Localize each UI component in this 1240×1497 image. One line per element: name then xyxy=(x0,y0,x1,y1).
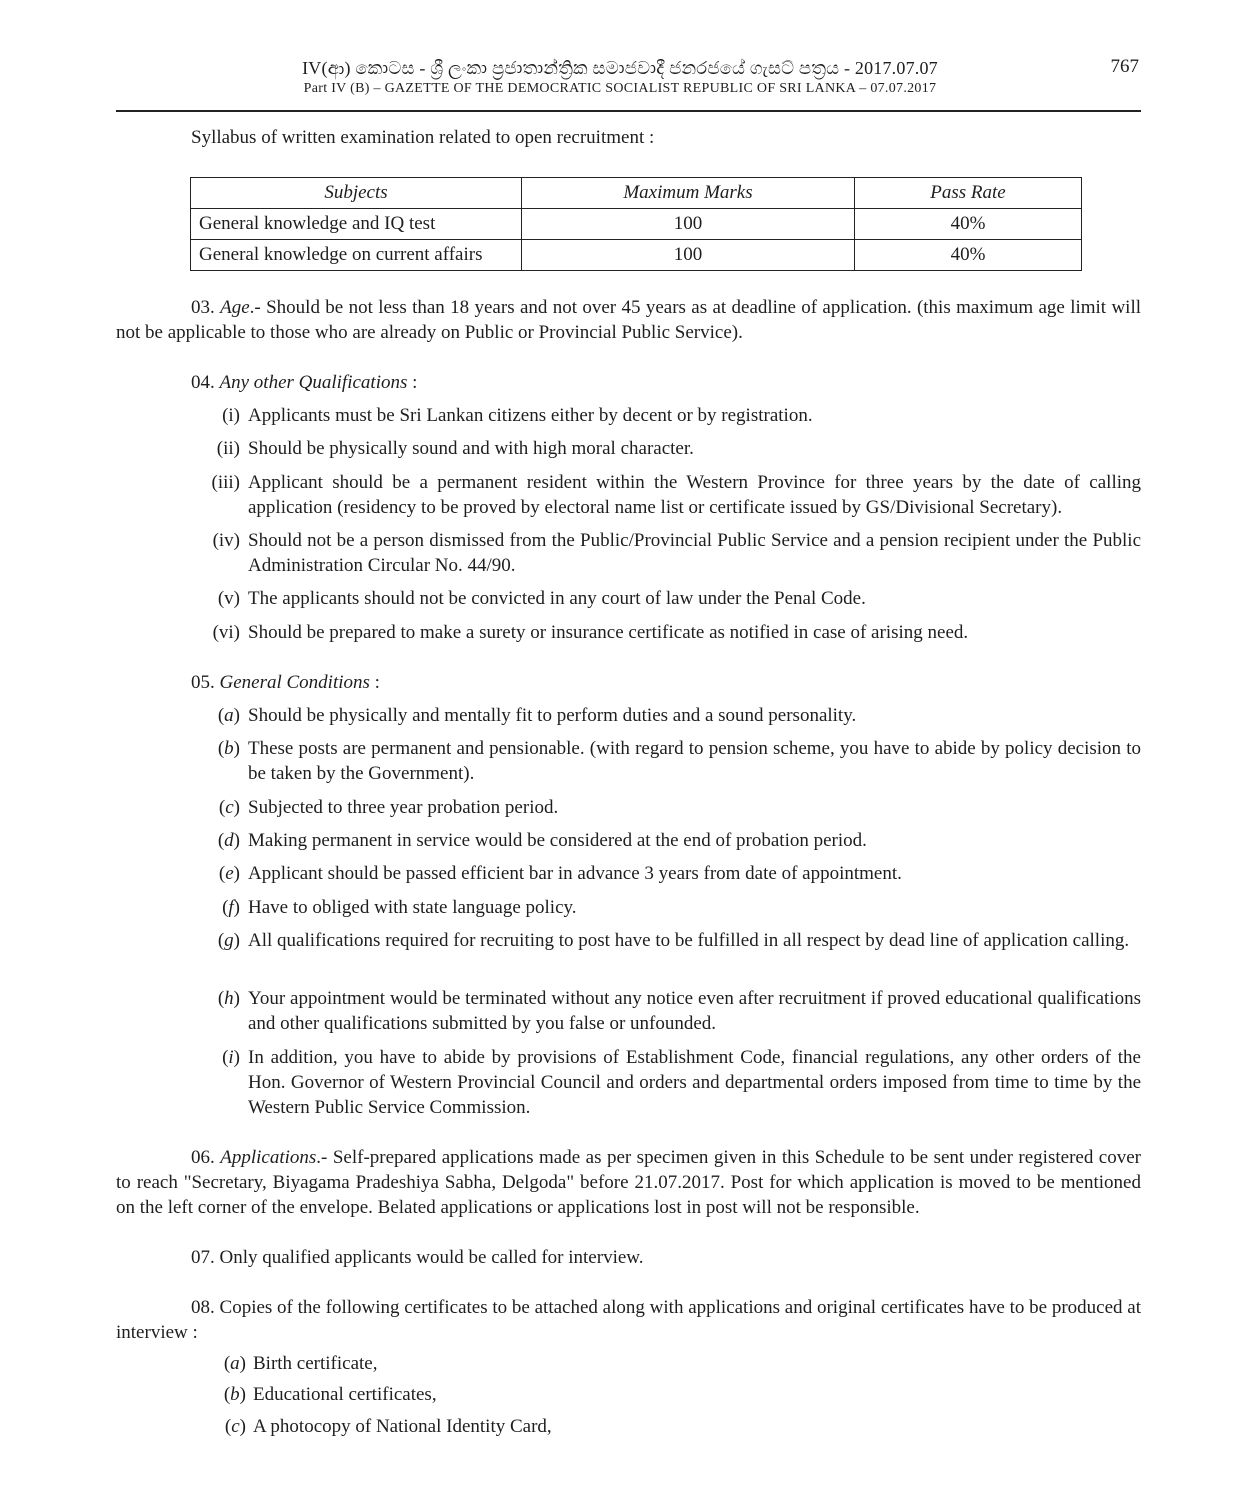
label-letter: i xyxy=(228,1047,234,1068)
list-item: Educational certificates, xyxy=(253,1384,437,1405)
applications-title: Applications xyxy=(220,1147,317,1168)
header-sinhala-line: IV(ආ) කොටස - ශ්‍රී ලංකා ප්‍රජාතාන්ත්‍රික සමාජවාදී ජනරජයේ ගැසට් පත්‍රය - 2017.07.07 xyxy=(302,58,938,78)
age-paragraph xyxy=(116,295,1141,345)
list-item: In addition, you have to abide by provisions of Establishment Code, financial regulations, any other orders of the Hon. Governor of Western Provincial Council and orders and departmental orders imposed from time to time by the Western Public Service Commission. xyxy=(248,1047,1141,1118)
table-row xyxy=(191,240,1082,271)
certificates-paragraph: 08. Copies of the following certificates to be attached along with applications and original certificates have to be produced at interview : xyxy=(116,1297,1141,1343)
label-letter: h xyxy=(224,988,234,1009)
age-separator: .- xyxy=(249,297,261,318)
age-text: Should be not less than 18 years and not over 45 years as at deadline of application. (this maximum age limit will not be applicable to those who are already on Public or Provincial Public Service). xyxy=(116,297,1142,343)
list-item: Subjected to three year probation period. xyxy=(248,797,559,818)
label-letter: b xyxy=(224,738,234,759)
list-item-label: (vi) xyxy=(212,622,240,643)
label-letter: d xyxy=(224,830,234,851)
cell-max-marks: 100 xyxy=(522,209,855,240)
list-item-label: (b) xyxy=(223,1384,246,1405)
list-item: All qualifications required for recruiting to post have to be fulfilled in all respect by dead line of application calling. xyxy=(248,930,1130,951)
list-item: These posts are permanent and pensionable. (with regard to pension scheme, you have to abide by policy decision to be taken by the Government). xyxy=(248,738,1141,784)
table-header-row xyxy=(191,178,1082,209)
applications-text: Self-prepared applications made as per specimen given in this Schedule to be sent under registered cover to reach "Secretary, Biyagama Pradeshiya Sabha, Delgoda" before 21.07.2017. Post for which application is moved to be mentioned on the left corner of the envelope. Belated applications or applications lost in post will not be responsible. xyxy=(116,1147,1141,1218)
applications-separator: .- xyxy=(316,1147,328,1168)
list-item-label: (c) xyxy=(224,1416,246,1437)
page-number: 767 xyxy=(1110,56,1139,77)
list-item: Applicant should be passed efficient bar in advance 3 years from date of appointment. xyxy=(248,863,902,884)
list-item: Applicants must be Sri Lankan citizens either by decent or by registration. xyxy=(248,405,813,426)
list-item-label: (v) xyxy=(217,588,240,609)
qualifications-title: Any other Qualifications xyxy=(219,372,408,393)
list-item-label: (f) xyxy=(222,897,240,918)
cell-subject: General knowledge and IQ test xyxy=(191,209,522,240)
list-item: Applicant should be a permanent resident within the Western Province for three years by the date of calling application (residency to be proved by electoral name list or certificate issued by GS/Divisional Secretary). xyxy=(248,472,1141,518)
list-item: A photocopy of National Identity Card, xyxy=(253,1416,552,1437)
list-item-label: (d) xyxy=(217,830,240,851)
qualifications-heading xyxy=(191,370,417,395)
list-item: The applicants should not be convicted in any court of law under the Penal Code. xyxy=(248,588,866,609)
list-item-label: (ii) xyxy=(216,438,240,459)
age-number: 03. xyxy=(191,297,215,318)
syllabus-table xyxy=(190,177,1082,271)
interview-paragraph: 07. Only qualified applicants would be called for interview. xyxy=(191,1247,644,1268)
label-letter: g xyxy=(224,930,234,951)
label-letter: c xyxy=(231,1416,240,1437)
label-letter: c xyxy=(225,797,234,818)
qualifications-number: 04. xyxy=(191,372,215,393)
list-item: Should be physically sound and with high moral character. xyxy=(248,438,694,459)
list-item-label: (c) xyxy=(218,797,240,818)
list-item-label: (a) xyxy=(223,1353,246,1374)
column-header-subjects: Subjects xyxy=(191,178,522,209)
list-item: Should be prepared to make a surety or insurance certificate as notified in case of arising need. xyxy=(248,622,969,643)
cell-max-marks: 100 xyxy=(522,240,855,271)
table-row xyxy=(191,209,1082,240)
list-item-label: (i) xyxy=(222,405,240,426)
column-header-maximum-marks: Maximum Marks xyxy=(522,178,855,209)
list-item-label: (i) xyxy=(222,1047,240,1068)
cell-subject: General knowledge on current affairs xyxy=(191,240,522,271)
label-letter: a xyxy=(230,1353,240,1374)
cell-pass-rate: 40% xyxy=(855,240,1082,271)
list-item: Making permanent in service would be considered at the end of probation period. xyxy=(248,830,867,851)
age-title: Age xyxy=(220,297,250,318)
syllabus-intro: Syllabus of written examination related to open recruitment : xyxy=(191,127,655,148)
list-item: Birth certificate, xyxy=(253,1353,378,1374)
list-item: Should be physically and mentally fit to perform duties and a sound personality. xyxy=(248,705,857,726)
conditions-suffix: : xyxy=(369,672,380,693)
conditions-number: 05. xyxy=(191,672,215,693)
list-item-label: (e) xyxy=(218,863,240,884)
list-item-label: (iv) xyxy=(212,530,240,551)
label-letter: b xyxy=(230,1384,240,1405)
label-letter: a xyxy=(224,705,234,726)
conditions-heading xyxy=(191,670,380,695)
conditions-title: General Conditions xyxy=(219,672,370,693)
gazette-header xyxy=(0,58,1240,97)
label-letter: e xyxy=(225,863,234,884)
list-item: Your appointment would be terminated without any notice even after recruitment if proved educational qualifications and other qualifications submitted by you false or unfounded. xyxy=(248,988,1141,1034)
applications-paragraph xyxy=(116,1145,1141,1220)
list-item-label: (a) xyxy=(217,705,240,726)
cell-pass-rate: 40% xyxy=(855,209,1082,240)
list-item-label: (g) xyxy=(217,930,240,951)
applications-number: 06. xyxy=(191,1147,215,1168)
list-item-label: (h) xyxy=(217,988,240,1009)
column-header-pass-rate: Pass Rate xyxy=(855,178,1082,209)
list-item-label: (iii) xyxy=(211,472,240,493)
header-english-line: Part IV (B) – GAZETTE OF THE DEMOCRATIC SOCIALIST REPUBLIC OF SRI LANKA – 07.07.2017 xyxy=(303,81,937,96)
qualifications-suffix: : xyxy=(407,372,418,393)
list-item: Should not be a person dismissed from the Public/Provincial Public Service and a pension recipient under the Public Administration Circular No. 44/90. xyxy=(248,530,1141,576)
label-letter: f xyxy=(228,897,234,918)
list-item: Have to obliged with state language policy. xyxy=(248,897,577,918)
list-item-label: (b) xyxy=(217,738,240,759)
header-rule xyxy=(116,110,1141,112)
